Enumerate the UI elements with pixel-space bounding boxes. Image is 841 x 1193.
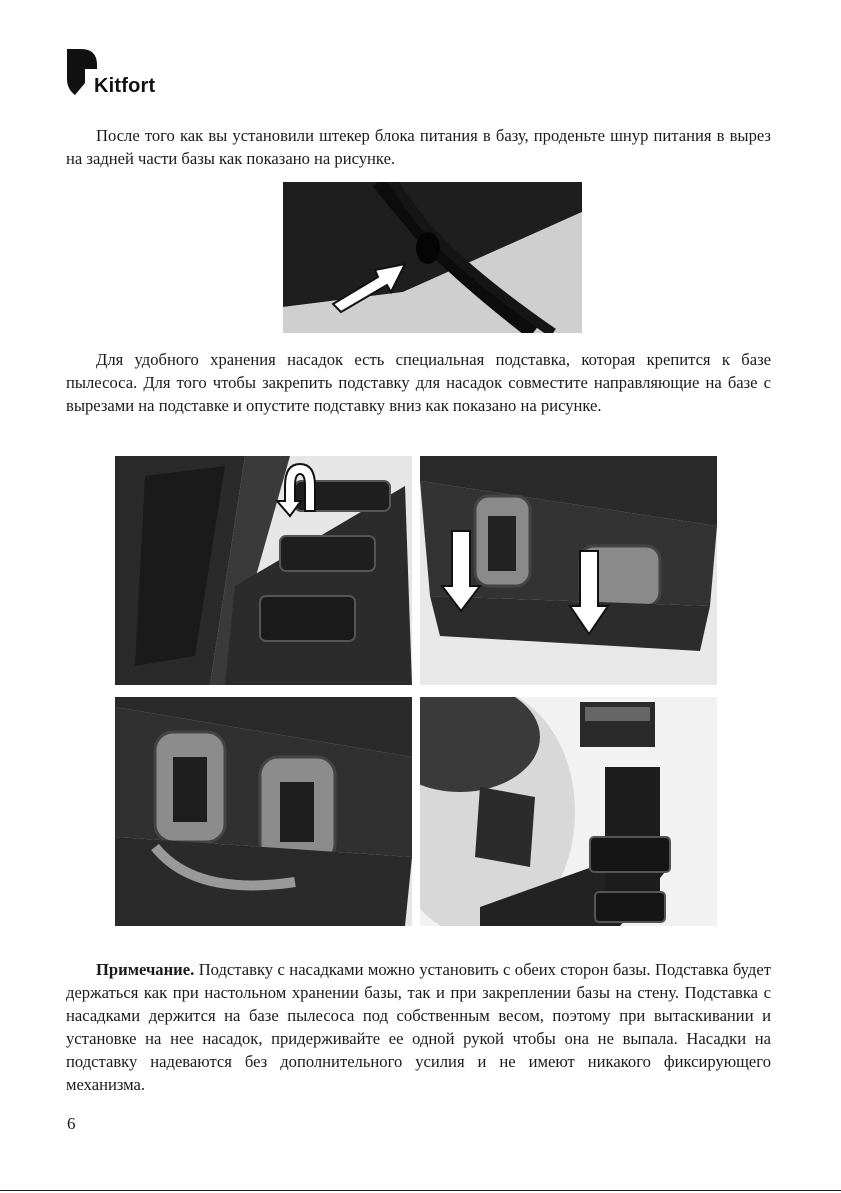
stand-instruction-text: Для удобного хранения насадок есть специальная подставка, которая крепится к базе пылесоса. Для того чтобы закрепить подставку для насадок совместите направляющие на базе с вырезами на подставке и опустите подставку вниз как показано на рисунке. [66, 350, 771, 415]
stand-step-2-photo [420, 456, 717, 685]
bottom-rule [0, 1190, 841, 1191]
stand-step-1-photo [115, 456, 412, 685]
power-cord-photo [283, 182, 582, 333]
note-label: Примечание. [96, 960, 195, 979]
kitfort-logo-mark-icon [67, 49, 97, 97]
stand-mounted-photo [420, 697, 717, 926]
stand-instruction-paragraph [66, 348, 771, 417]
cord-instruction-paragraph [66, 124, 771, 170]
page-number: 6 [67, 1114, 76, 1133]
kitfort-logo [67, 49, 177, 99]
brand-name: Kitfort [94, 75, 156, 97]
note-text: Подставку с насадками можно установить с обеих сторон базы. Подставка будет держаться как при настольном хранении базы, так и при закреплении базы на стену. Подставка с насадками держится на базе пылесоса под собственным весом, поэтому при вытаскивании и установке на нее насадок, придерживайте ее одной рукой чтобы она не выпала. Насадки на подставку надеваются без дополнительного усилия и не имеют никакого фиксирующего механизма. [66, 960, 771, 1094]
note-paragraph [66, 958, 771, 1096]
cord-instruction-text: После того как вы установили штекер блока питания в базу, проденьте шнур питания в вырез на задней части базы как показано на рисунке. [66, 126, 771, 168]
stand-step-3-photo [115, 697, 412, 926]
